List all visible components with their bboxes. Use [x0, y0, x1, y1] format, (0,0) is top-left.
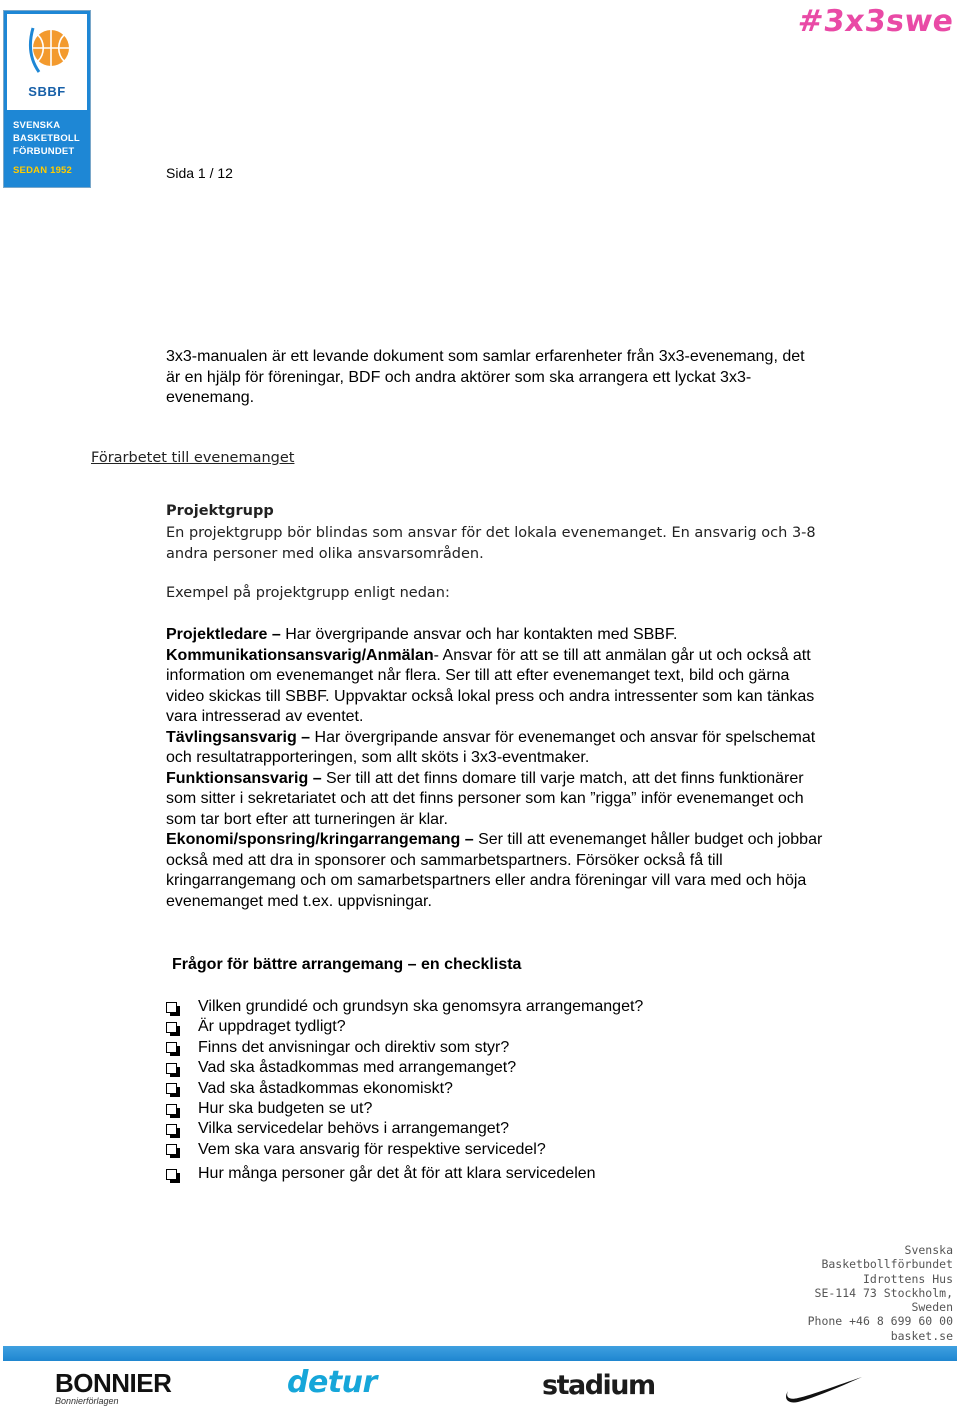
logo-line: BASKETBOLL — [13, 133, 80, 144]
role-item — [166, 728, 826, 769]
address-line: Sweden — [911, 1300, 953, 1315]
checklist-item-text: Vem ska vara ansvarig för respektive servicedel? — [198, 1140, 546, 1158]
address-line: Svenska — [904, 1243, 953, 1257]
role-text: Ser till att det finns domare till varje match, att det finns funktionärer som sitter i sekretariatet och att det finns personer som kan ”rigga” inför evenemanget och som tar bort efter att turneringen är klar. — [166, 769, 804, 828]
checkbox-icon — [166, 1042, 177, 1053]
logo-since: SEDAN 1952 — [13, 165, 73, 176]
role-title: Ekonomi/sponsring/kringarrangemang — [166, 831, 461, 848]
checkbox-icon — [166, 1083, 177, 1094]
role-title: Projektledare — [166, 626, 268, 643]
address-line: Phone +46 8 699 60 00 — [807, 1314, 953, 1329]
checklist-item-text: Vilken grundidé och grundsyn ska genomsyra arrangemanget? — [198, 998, 644, 1015]
role-text: Ansvar för att se till att anmälan går ut och också att information om evenemanget når flera. Ser till att efter evenemanget text, bild och gärna video skickas till SBBF. Uppvaktar också lokal press och andra intressenter som kan tänkas vara intresserad av eventet. — [166, 646, 815, 725]
page-number: Sida 1 / 12 — [166, 165, 233, 181]
checkbox-icon — [166, 1144, 177, 1155]
role-item — [166, 769, 826, 831]
address-line: Idrottens Hus — [862, 1271, 953, 1286]
role-title: Kommunikationsansvarig/Anmälan — [166, 646, 434, 664]
nike-swoosh-icon — [784, 1376, 864, 1404]
logo-line: FÖRBUNDET — [13, 146, 75, 157]
checklist-item-text: Hur ska budgeten se ut? — [198, 1099, 373, 1117]
section-body: En projektgrupp bör blindas som ansvar för det lokala evenemanget. En ansvarig och 3-8 andra personer med olika ansvarsområden. — [166, 525, 816, 562]
checklist-item — [166, 1017, 643, 1037]
role-separator: – — [296, 728, 315, 746]
checklist-item — [166, 1099, 643, 1119]
checkbox-icon — [166, 1002, 177, 1013]
stadium-logo: stadium — [542, 1370, 655, 1401]
checklist-item-text: Finns det anvisningar och direktiv som styr? — [198, 1038, 510, 1056]
checklist-item — [166, 1079, 643, 1099]
example-label: Exempel på projektgrupp enligt nedan: — [166, 585, 450, 601]
role-title: Tävlingsansvarig — [166, 728, 297, 746]
role-separator: – — [460, 831, 479, 848]
checklist-item-text: Vad ska åstadkommas med arrangemanget? — [198, 1059, 517, 1077]
checklist — [166, 997, 643, 1185]
basketball-icon — [25, 22, 73, 80]
role-item — [166, 625, 826, 646]
footer-bar — [3, 1346, 957, 1361]
sub-heading: Projektgrupp — [166, 503, 274, 519]
checklist-item — [166, 997, 643, 1017]
checklist-item-text: Vad ska åstadkommas ekonomiskt? — [198, 1079, 453, 1097]
footer-address — [808, 1243, 953, 1343]
address-line: Basketbollförbundet — [821, 1257, 953, 1272]
role-title: Funktionsansvarig — [166, 769, 309, 787]
address-line: SE-114 73 Stockholm, — [814, 1285, 953, 1300]
sbbf-logo — [3, 10, 91, 188]
checklist-item — [166, 1058, 643, 1078]
checkbox-icon — [166, 1169, 177, 1180]
hashtag-logo: #3x3swe — [796, 4, 956, 39]
role-separator: - — [433, 646, 443, 664]
checklist-item — [166, 1038, 643, 1058]
checklist-item-text: Vilka servicedelar behövs i arrangemanget? — [198, 1120, 509, 1138]
role-text: Ser till att evenemanget håller budget och jobbar också med att dra in sponsorer och sammarbetspartners. Försöker också få till kringarrangemang och om samarbetspartners eller andra föreningar vill vara med och höja evenemanget med t.ex. uppvisningar. — [166, 831, 823, 910]
bonnier-subtitle: Bonnierförlagen — [55, 1396, 119, 1406]
role-item — [166, 830, 826, 912]
checkbox-icon — [166, 1022, 177, 1033]
detur-logo: detur — [287, 1365, 377, 1400]
checklist-item — [166, 1119, 643, 1139]
logo-name — [13, 119, 80, 177]
role-separator: – — [267, 626, 286, 643]
role-text: Har övergripande ansvar för evenemanget och ansvar för spelschemat och resultatrapporteringen, som allt sköts i 3x3-eventmaker. — [166, 728, 816, 766]
bonnier-wordmark: BONNIER — [55, 1368, 172, 1398]
checklist-item-text: Är uppdraget tydligt? — [198, 1018, 346, 1036]
checkbox-icon — [166, 1124, 177, 1135]
roles-list — [166, 625, 826, 912]
checklist-title: Frågor för bättre arrangemang – en checklista — [172, 956, 522, 973]
checkbox-icon — [166, 1063, 177, 1074]
checklist-item-text: Hur många personer går det åt för att klara servicedelen — [198, 1165, 596, 1183]
address-line[interactable]: basket.se — [890, 1328, 953, 1343]
checklist-item — [166, 1140, 643, 1160]
logo-abbreviation: SBBF — [28, 84, 66, 99]
role-item — [166, 646, 826, 728]
intro-paragraph: 3x3-manualen är ett levande dokument som samlar erfarenheter från 3x3-evenemang, det är en hjälp för föreningar, BDF och andra aktörer som ska arrangera ett lyckat 3x3-evenemang. — [166, 348, 805, 406]
logo-line: SVENSKA — [13, 120, 61, 131]
role-text: Har övergripande ansvar och har kontakten med SBBF. — [285, 626, 678, 643]
section-heading: Förarbetet till evenemanget — [91, 450, 295, 466]
role-separator: – — [308, 769, 327, 787]
bonnier-logo — [55, 1370, 171, 1408]
checkbox-icon — [166, 1104, 177, 1115]
logo-badge — [7, 14, 87, 110]
checklist-item — [166, 1164, 643, 1184]
